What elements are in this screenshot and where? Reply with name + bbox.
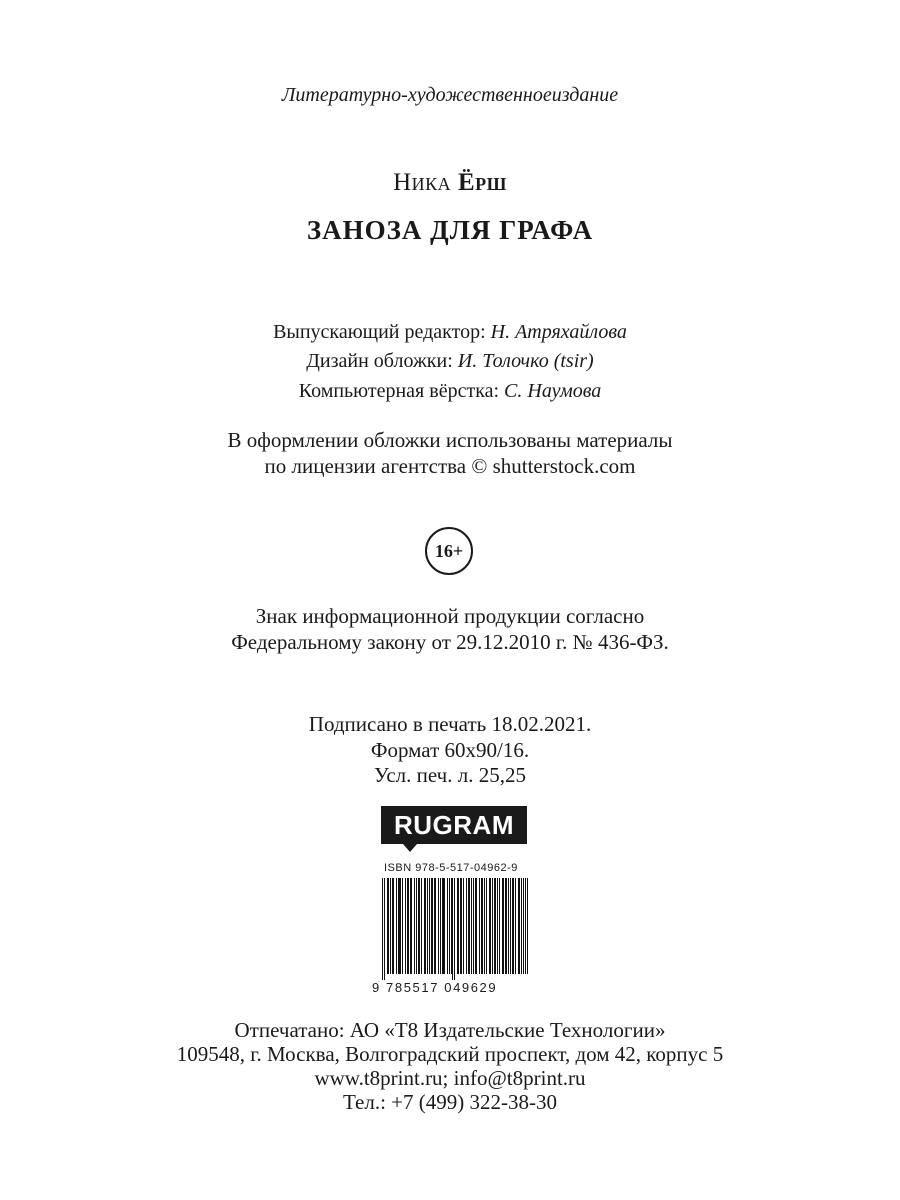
credit-editor [0,319,900,345]
cover-license-line-1: В оформлении обложки использованы материалы [227,428,673,452]
printer-name: Отпечатано: АО «Т8 Издательские Технологии» [234,1018,666,1042]
age-rating-badge: 16+ [425,527,473,575]
cover-license-line-2: по лицензии агентства © shutterstock.com [264,454,636,478]
printer-web: www.t8print.ru; info@t8print.ru [314,1066,586,1090]
author-name [0,170,900,196]
age-notice-line-2: Федеральному закону от 29.12.2010 г. № 436-ФЗ. [231,630,669,654]
credit-name: Н. Атряхайлова [490,321,627,343]
barcode-digits: 9 785517 049629 [372,980,498,995]
print-info-sheets: Усл. печ. л. 25,25 [374,763,526,787]
barcode-icon [382,878,528,980]
printer-phone: Тел.: +7 (499) 322-38-30 [343,1090,557,1114]
credit-role: Дизайн обложки: [306,350,453,372]
edition-type: Литературно-художественноеиздание [281,84,619,106]
credit-name: И. Толочко (tsir) [457,350,594,372]
publisher-logo: RUGRAM [381,806,527,844]
printer-address: 109548, г. Москва, Волгоградский проспект, дом 42, корпус 5 [176,1042,724,1066]
credit-role: Выпускающий редактор: [273,321,486,343]
print-info-signed: Подписано в печать 18.02.2021. [308,712,592,736]
author-last-name: Ёрш [457,169,507,196]
credit-cover-design [0,348,900,374]
isbn-label: ISBN 978-5-517-04962-9 [384,862,518,874]
credit-role: Компьютерная вёрстка: [298,380,500,402]
book-title: ЗАНОЗА ДЛЯ ГРАФА [306,215,594,245]
publisher-logo-notch [403,844,417,852]
credit-name: С. Наумова [504,380,602,402]
age-notice-line-1: Знак информационной продукции согласно [255,604,645,628]
author-first-name: Ника [393,169,452,196]
print-info-format: Формат 60x90/16. [370,738,530,762]
isbn-barcode [372,862,534,998]
credit-layout [0,378,900,404]
